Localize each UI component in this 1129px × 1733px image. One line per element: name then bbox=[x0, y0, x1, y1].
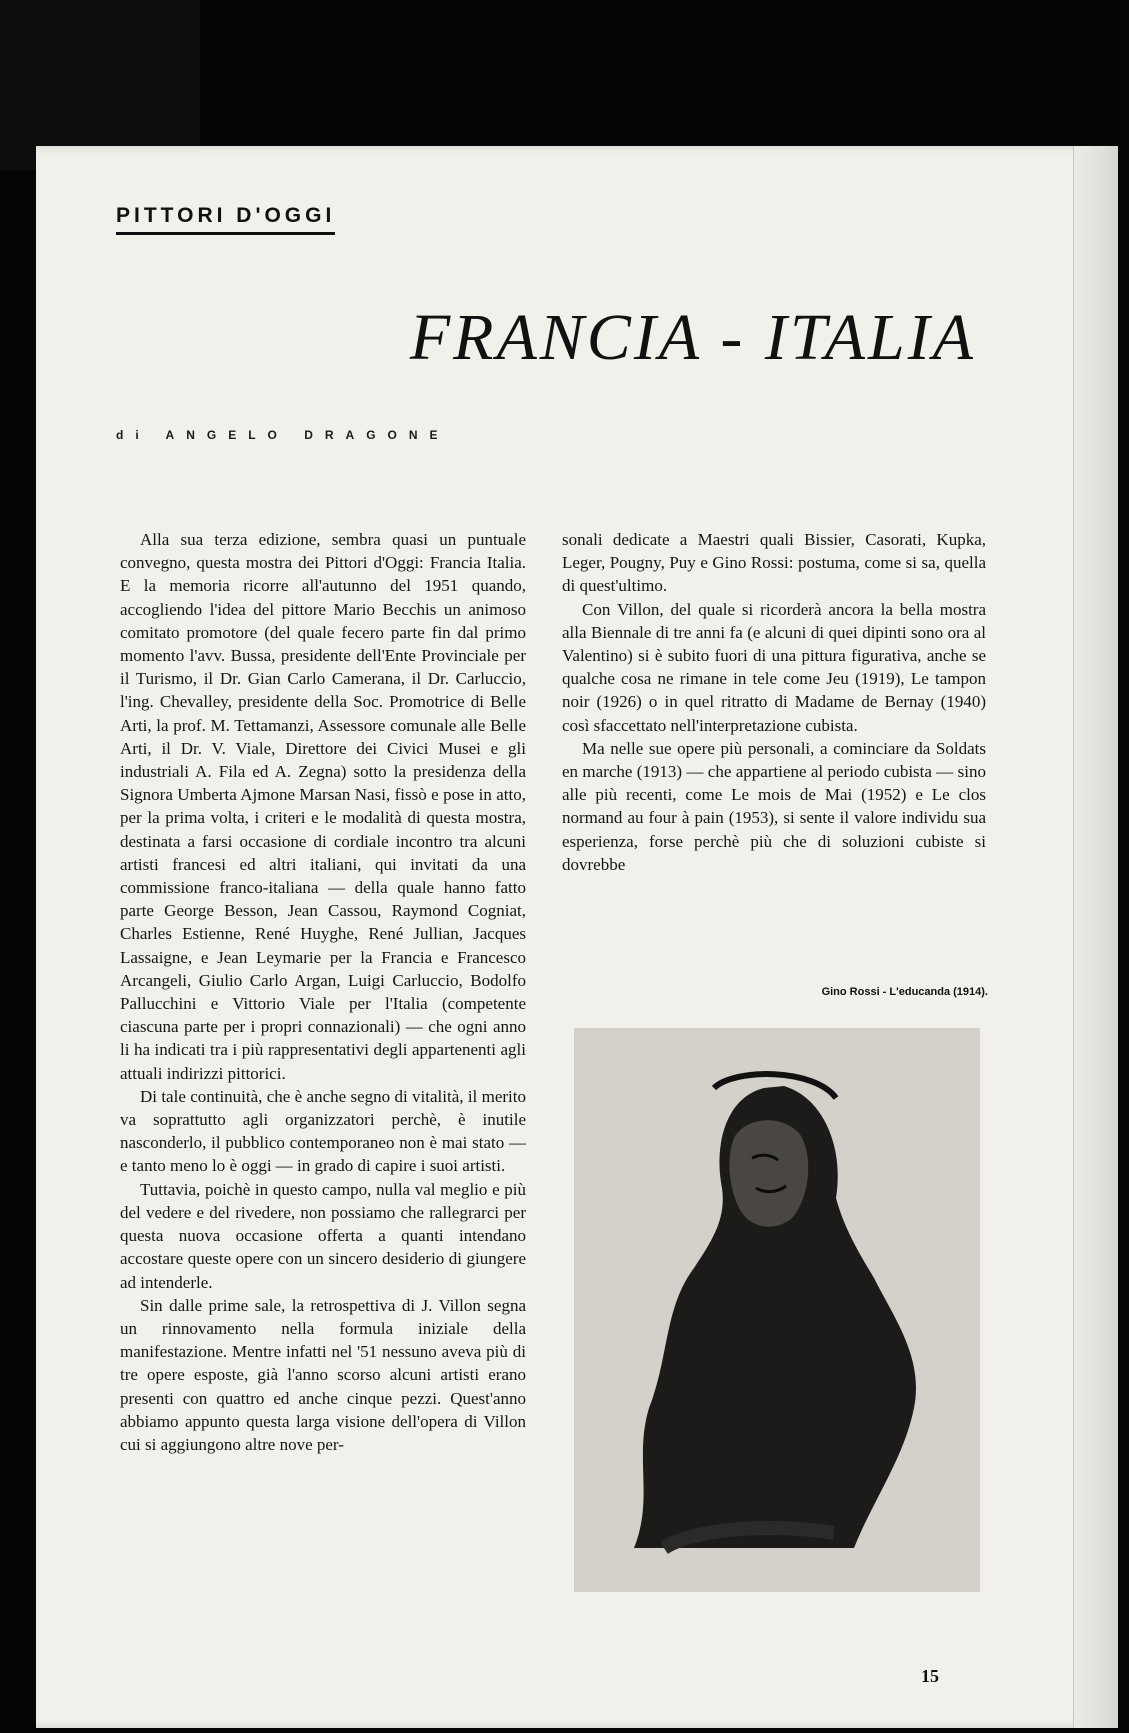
paragraph: Alla sua terza edizione, sembra quasi un puntuale convegno, questa mostra dei Pittori d'Oggi: Francia Italia. E la memoria ricorre all'autunno del 1951 quando, accogliendo l'idea del pittore Mario Becchis un animoso comitato promotore (del quale fecero parte fin dal primo momento l'avv. Bussa, presidente dell'Ente Provinciale per il Turismo, il Dr. Gian Carlo Camerana, il Dr. Carluccio, l'ing. Chevalley, presidente della Soc. Promotrice di Belle Arti, la prof. M. Tettamanzi, Assessore comunale alle Belle Arti, il Dr. V. Viale, Direttore dei Civici Musei e gli industriali A. Fila ed A. Zegna) sotto la presidenza della Signora Umberta Ajmone Marsan Nasi, fissò e pose in atto, per la prima volta, i criteri e le modalità di questa mostra, destinata a farsi occasione di cordiale incontro tra alcuni artisti francesi ed altri italiani, qui invitati da una commissione franco-italiana — della quale hanno fatto parte George Besson, Jean Cassou, Raymond Cogniat, Charles Estienne, René Huyghe, René Jullian, Jacques Lassaigne, e Jean Leymarie per la Francia e Francesco Arcangeli, Giulio Carlo Argan, Luigi Carluccio, Bodolfo Pallucchini e Vittorio Viale per l'Italia (competente ciascuna parte per i propri connazionali) — che ogni anno li ha indicati tra i più rappresentativi degli appartenenti agli attuali indirizzi pittorici. bbox=[120, 530, 526, 1083]
paragraph: Sin dalle prime sale, la retrospettiva di J. Villon segna un rinnovamento nella formula iniziale della manifestazione. Mentre infatti nel '51 nessuno aveva più di tre opere esposte, già l'anno scorso alcuni artisti erano presenti con quattro ed anche cinque pezzi. Quest'anno abbiamo appunto questa larga visione dell'opera di Villon cui si aggiungono altre nove per- bbox=[120, 1295, 526, 1454]
article-byline: di ANGELO DRAGONE bbox=[116, 428, 450, 442]
article-title: FRANCIA - ITALIA bbox=[409, 301, 976, 374]
painting-illustration bbox=[574, 1028, 980, 1592]
page-number: 15 bbox=[921, 1666, 939, 1686]
dark-background-corner bbox=[0, 0, 200, 170]
figure-caption: Gino Rossi - L'educanda (1914). bbox=[821, 986, 988, 998]
right-text-column bbox=[562, 528, 986, 876]
paragraph: sonali dedicate a Maestri quali Bissier, Casorati, Kupka, Leger, Pougny, Puy e Gino Rossi: postuma, come si sa, quella di quest'ultimo. bbox=[562, 530, 986, 596]
paragraph: Ma nelle sue opere più personali, a cominciare da Soldats en marche (1913) — che appartiene al periodo cubista — sino alle più recenti, come Le mois de Mai (1952) e Le clos normand au four à pain (1953), si sente il valore individu sua esperienza, forse perchè più che di soluzioni cubiste si dovrebbe bbox=[562, 738, 986, 874]
paragraph: Tuttavia, poichè in questo campo, nulla val meglio e più del vedere e del rivedere, non possiamo che rallegrarci per questa nuova occasione offerta a quanti intendano accostare queste opere con un sincero desiderio di giungere ad intenderle. bbox=[120, 1179, 526, 1292]
page-fold-line bbox=[1073, 146, 1074, 1728]
paragraph: Con Villon, del quale si ricorderà ancora la bella mostra alla Biennale di tre anni fa (e alcuni di quei dipinti sono ora al Valentino) si è subito fuori di una pittura figurativa, anche se qualche cosa ne rimane in tele come Jeu (1919), Le tampon noir (1926) o in quel ritratto di Madame de Bernay (1940) così sfaccettato nell'interpretazione cubista. bbox=[562, 599, 986, 735]
page-edge-shading bbox=[1073, 146, 1118, 1728]
section-header: PITTORI D'OGGI bbox=[116, 204, 336, 227]
left-text-column bbox=[120, 528, 526, 1456]
paragraph: Di tale continuità, che è anche segno di vitalità, il merito va soprattutto agli organizzatori perchè, è inutile nasconderlo, il pubblico contemporaneo non è mai stato — e tanto meno lo è oggi — in grado di capire i suoi artisti. bbox=[120, 1086, 526, 1176]
